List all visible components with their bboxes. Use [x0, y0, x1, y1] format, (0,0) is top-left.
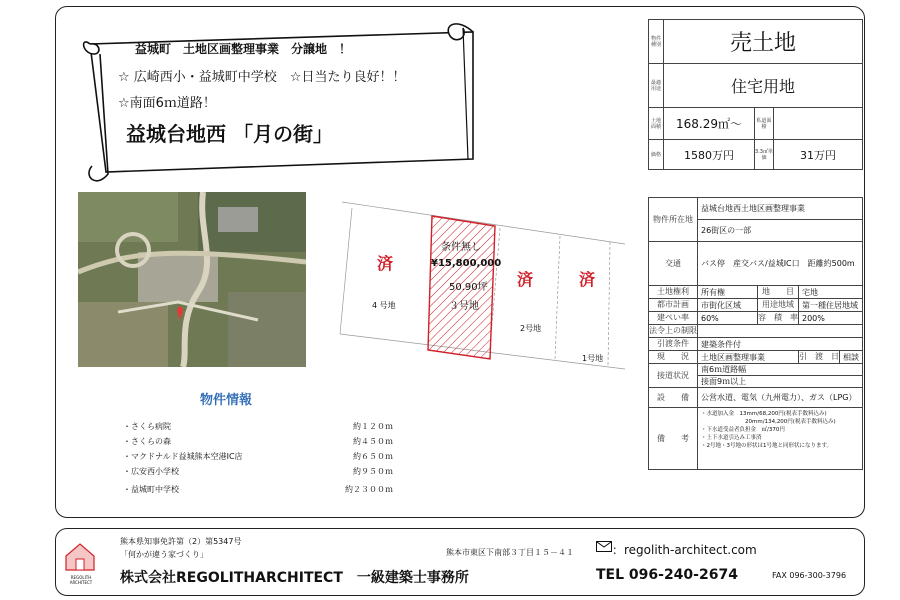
- zoning-label: 用途地域: [758, 299, 799, 312]
- headline-name: 益城台地西 「月の街」: [126, 122, 333, 146]
- transport-value: バス停 産交バス/益城IC口 距離約500m: [698, 242, 863, 286]
- city-plan-value: 市街化区域: [698, 299, 758, 312]
- boundary-line: [555, 236, 560, 359]
- road-value-2: 接面9ｍ以上: [698, 376, 863, 388]
- lot3-label: ３号地: [449, 301, 479, 312]
- facility-distance: 約４５０ｍ: [353, 437, 393, 446]
- facilities-value: 公営水道、電気（九州電力）、ガス（LPG）: [698, 388, 863, 408]
- coverage-value: 60%: [698, 312, 758, 325]
- lot3-area: 50.90坪: [449, 282, 488, 293]
- company-logo-icon: [62, 538, 98, 574]
- facility-name: ・益城町中学校: [123, 485, 179, 494]
- delivery-value: 相談: [840, 351, 863, 364]
- block-value: 26街区の一部: [698, 220, 863, 242]
- facilities-label: 設 備: [649, 388, 698, 408]
- land-category-value: 宅地: [799, 286, 863, 299]
- private-road-value: [774, 108, 863, 140]
- price-value: 1580万円: [664, 140, 755, 170]
- remark-line: ・下水道受益者負担金 ㎡/370円: [701, 427, 785, 433]
- lot2-sold-mark: 済: [517, 270, 534, 289]
- facility-distance: 約２３００ｍ: [345, 485, 393, 494]
- company-logo-text: REGOLITH ARCHITECT: [69, 575, 93, 585]
- price-label: 価格: [649, 140, 664, 170]
- company-fax: FAX 096-300-3796: [772, 571, 847, 580]
- detail-table: [648, 197, 863, 470]
- facility-name: ・広安西小学校: [123, 467, 179, 476]
- conditions-value: 建築条件付: [698, 338, 863, 351]
- zoning-value: 第一種住居地域: [799, 299, 863, 312]
- facility-name: ・さくら病院: [123, 422, 171, 431]
- facility-distance: 約１２０ｍ: [353, 422, 393, 431]
- facility-distance: 約９５０ｍ: [353, 467, 393, 476]
- remarks-value: [698, 408, 863, 470]
- lot4-label: 4 号地: [372, 301, 396, 310]
- city-plan-label: 都市計画: [649, 299, 698, 312]
- lot4-sold-mark: 済: [377, 254, 394, 273]
- lot2-label: 2号地: [520, 324, 542, 333]
- area-value: 168.29㎡～: [664, 108, 755, 140]
- lot1-label: 1号地: [582, 354, 604, 363]
- status-value: 土地区画整理事業: [698, 351, 799, 364]
- coverage-label: 建ぺい率: [649, 312, 698, 325]
- other-law-label: 法令上の制限: [649, 325, 698, 338]
- unit-price-label: 3.3㎡単価: [755, 140, 774, 170]
- headline-schools: ☆ 広崎西小・益城町中学校 ☆日当たり良好！！: [118, 70, 406, 85]
- headline-road: ☆南面6ｍ道路！: [118, 96, 216, 111]
- company-email[interactable]: ：regolith-architect.com: [612, 543, 757, 557]
- use-value: 住宅用地: [664, 64, 863, 108]
- land-category-label: 地 目: [758, 286, 799, 299]
- license-number: 熊本県知事免許第（2）第5347号: [120, 537, 242, 546]
- rights-value: 所有権: [698, 286, 758, 299]
- boundary-line: [340, 208, 352, 334]
- facility-name: ・マクドナルド益城熊本空港IC店: [123, 452, 243, 461]
- road-label: 接道状況: [649, 364, 698, 388]
- summary-table: [648, 19, 863, 170]
- facility-distance: 約６５０ｍ: [353, 452, 393, 461]
- use-label: 最適用途: [649, 64, 664, 108]
- type-value: 売土地: [664, 20, 863, 64]
- facility-name: ・さくらの森: [123, 437, 171, 446]
- company-name: 株式会社REGOLITHARCHITECT 一級建築士事務所: [120, 570, 469, 586]
- headline-project: 益城町 土地区画整理事業 分譲地 ！: [135, 42, 352, 56]
- far-label: 容 積 率: [758, 312, 799, 325]
- remark-line: ・2号地・3号地の形状は1号地と同形状になります。: [701, 443, 833, 449]
- lot1-sold-mark: 済: [579, 270, 596, 289]
- email-icon: [596, 541, 612, 552]
- nearby-title: 物件情報: [200, 393, 253, 408]
- aerial-map[interactable]: [78, 192, 306, 367]
- company-tel[interactable]: TEL 096-240-2674: [596, 567, 738, 583]
- unit-price-value: 31万円: [774, 140, 863, 170]
- rights-label: 土地権利: [649, 286, 698, 299]
- remark-line: 20mm/134,200円(税表手数料込み): [745, 419, 836, 425]
- remark-line: ・水道加入金 13mm/68,200円(税表手数料込み): [701, 411, 827, 417]
- project-value: 益城台地西土地区画整理事業: [698, 198, 863, 220]
- status-label: 現 況: [649, 351, 698, 364]
- other-law-value: [698, 325, 863, 338]
- remarks-label: 備 考: [649, 408, 698, 470]
- project-label: 物件所在地: [649, 198, 698, 242]
- far-value: 200%: [799, 312, 863, 325]
- company-address: 熊本市東区下南部３丁目１５－４１: [446, 548, 574, 557]
- lot3-price: ¥15,800,000: [431, 258, 502, 269]
- type-label: 物件種別: [649, 20, 664, 64]
- conditions-label: 引渡条件: [649, 338, 698, 351]
- transport-label: 交通: [649, 242, 698, 286]
- private-road-label: 私道面積: [755, 108, 774, 140]
- delivery-label: 引 渡 日: [799, 351, 840, 364]
- company-tagline: 「何かが違う家づくり」: [120, 550, 208, 559]
- area-label: 土地面積: [649, 108, 664, 140]
- lot3-condition: 条件無し: [441, 242, 481, 253]
- road-value-1: 南6ｍ道路幅: [698, 364, 863, 376]
- boundary-line: [608, 242, 610, 366]
- remark-line: ・上下水道引込み工事済: [701, 435, 762, 441]
